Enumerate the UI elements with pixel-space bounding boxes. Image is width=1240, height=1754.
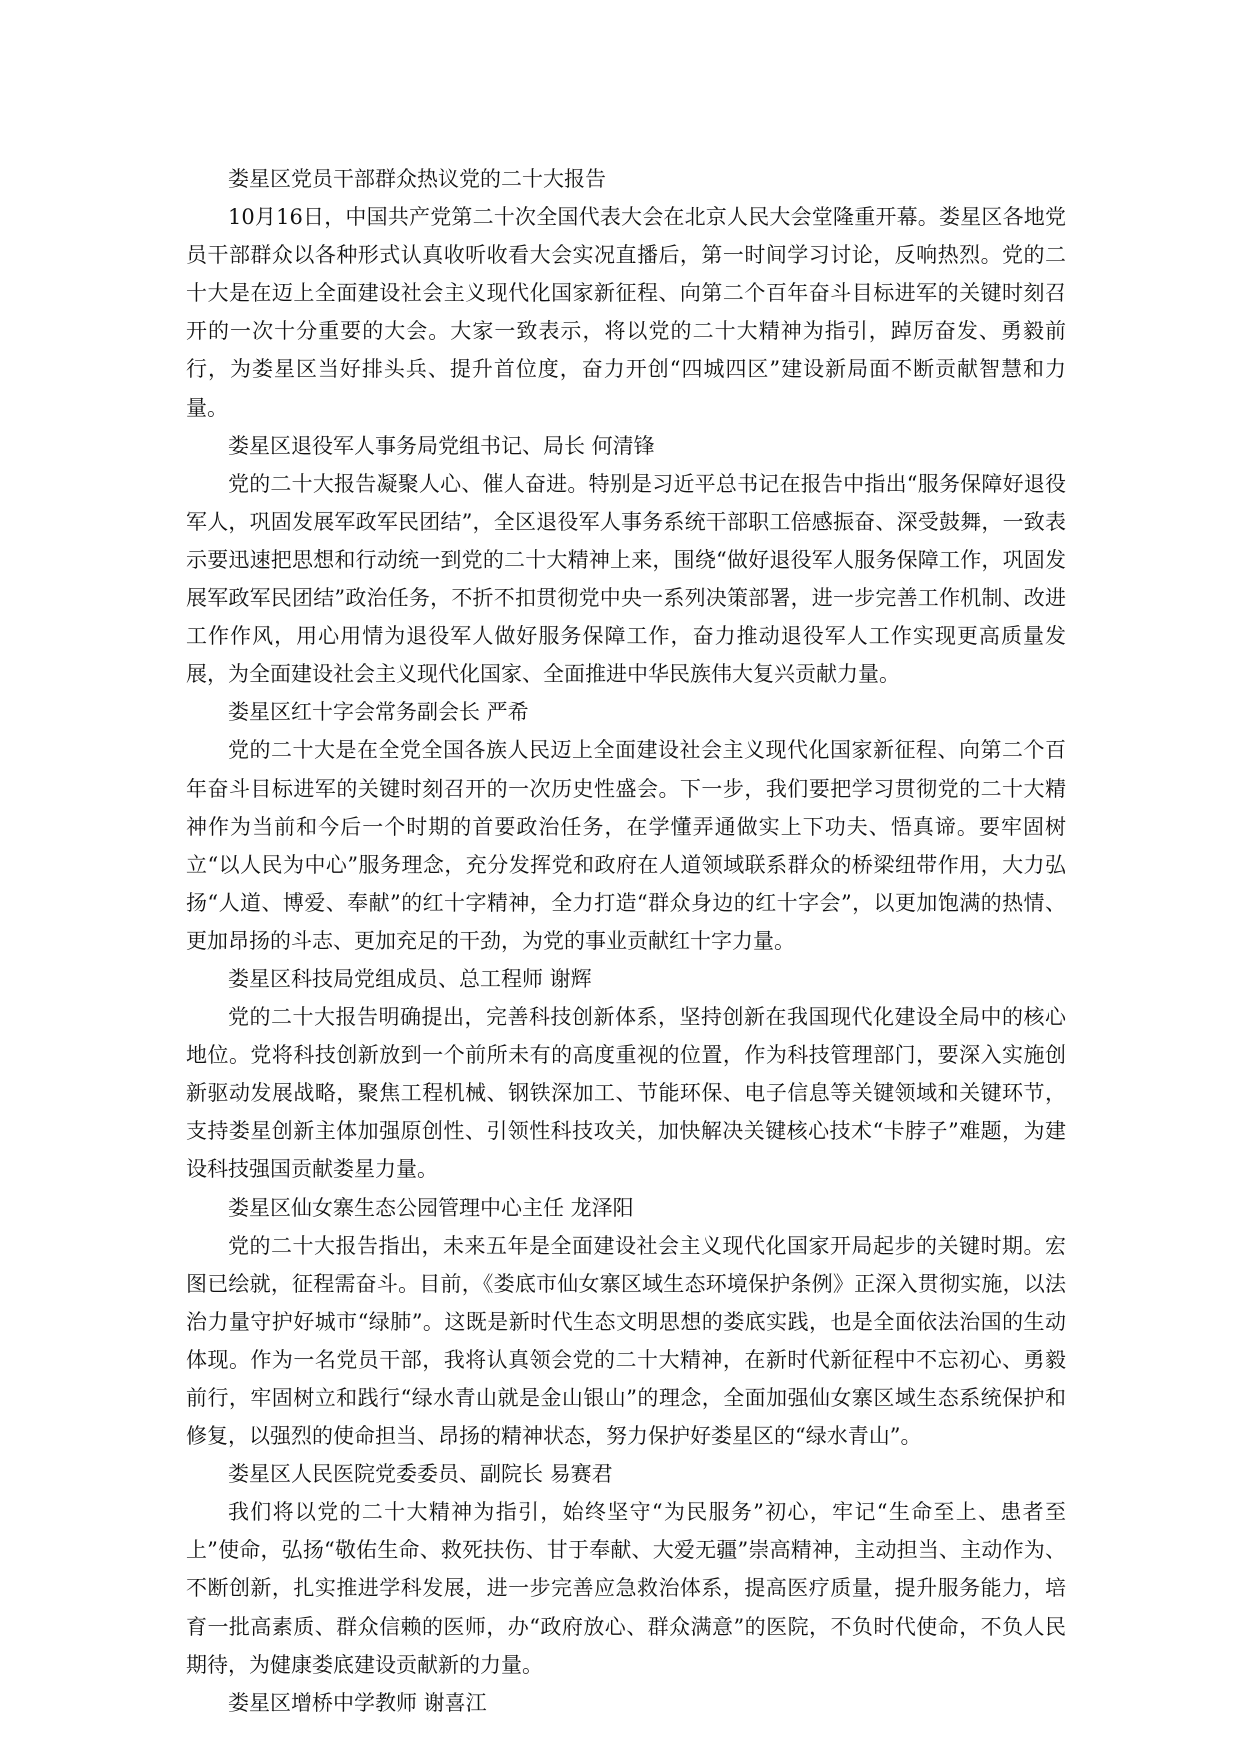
statement-paragraph: 党的二十大报告凝聚人心、催人奋进。特别是习近平总书记在报告中指出“服务保障好退役军人，巩固发展军政军民团结”，全区退役军人事务系统干部职工倍感振奋、深受鼓舞，一致表示要迅速把思想和行动统一到党的二十大精神上来，围绕“做好退役军人服务保障工作，巩固发展军政军民团结”政治任务，不折不扣贯彻党中央一系列决策部署，进一步完善工作机制、改进工作作风，用心用情为退役军人做好服务保障工作，奋力推动退役军人工作实现更高质量发展，为全面建设社会主义现代化国家、全面推进中华民族伟大复兴贡献力量。 [186, 471, 1066, 687]
speaker-line: 娄星区增桥中学教师 谢喜江 [228, 1690, 487, 1715]
statement-paragraph: 党的二十大是在全党全国各族人民迈上全面建设社会主义现代化国家新征程、向第二个百年奋斗目标进军的关键时刻召开的一次历史性盛会。下一步，我们要把学习贯彻党的二十大精神作为当前和今后一个时期的首要政治任务，在学懂弄通做实上下功夫、悟真谛。要牢固树立“以人民为中心”服务理念，充分发挥党和政府在人道领域联系群众的桥梁纽带作用，大力弘扬“人道、博爱、奉献”的红十字精神，全力打造“群众身边的红十字会”，以更加饱满的热情、更加昂扬的斗志、更加充足的干劲，为党的事业贡献红十字力量。 [186, 738, 1066, 953]
speaker-line: 娄星区科技局党组成员、总工程师 谢辉 [228, 966, 592, 991]
document-page [186, 160, 1066, 1722]
speaker-line: 娄星区仙女寨生态公园管理中心主任 龙泽阳 [228, 1195, 634, 1220]
statement-paragraph: 党的二十大报告指出，未来五年是全面建设社会主义现代化国家开局起步的关键时期。宏图已绘就，征程需奋斗。目前，《娄底市仙女寨区域生态环境保护条例》正深入贯彻实施，以法治力量守护好城市“绿肺”。这既是新时代生态文明思想的娄底实践，也是全面依法治国的生动体现。作为一名党员干部，我将认真领会党的二十大精神，在新时代新征程中不忘初心、勇毅前行，牢固树立和践行“绿水青山就是金山银山”的理念，全面加强仙女寨区域生态系统保护和修复，以强烈的使命担当、昂扬的精神状态，努力保护好娄星区的“绿水青山”。 [186, 1233, 1066, 1449]
statement-paragraph: 我们将以党的二十大精神为指引，始终坚守“为民服务”初心，牢记“生命至上、患者至上”使命，弘扬“敬佑生命、救死扶伤、甘于奉献、大爱无疆”崇高精神，主动担当、主动作为、不断创新，扎实推进学科发展，进一步完善应急救治体系，提高医疗质量，提升服务能力，培育一批高素质、群众信赖的医师，办“政府放心、群众满意”的医院，不负时代使命，不负人民期待，为健康娄底建设贡献新的力量。 [186, 1500, 1066, 1677]
speaker-line: 娄星区红十字会常务副会长 严希 [228, 700, 529, 725]
document-title: 娄星区党员干部群众热议党的二十大报告 [228, 167, 606, 191]
intro-paragraph: 10月16日，中国共产党第二十次全国代表大会在北京人民大会堂隆重开幕。娄星区各地党员干部群众以各种形式认真收听收看大会实况直播后，第一时间学习讨论，反响热烈。党的二十大是在迈上全面建设社会主义现代化国家新征程、向第二个百年奋斗目标进军的关键时刻召开的一次十分重要的大会。大家一致表示，将以党的二十大精神为指引，踔厉奋发、勇毅前行，为娄星区当好排头兵、提升首位度，奋力开创“四城四区”建设新局面不断贡献智慧和力量。 [186, 205, 1066, 420]
speaker-line: 娄星区退役军人事务局党组书记、局长 何清锋 [228, 433, 655, 458]
statement-paragraph: 党的二十大报告明确提出，完善科技创新体系，坚持创新在我国现代化建设全局中的核心地位。党将科技创新放到一个前所未有的高度重视的位置，作为科技管理部门，要深入实施创新驱动发展战略，聚焦工程机械、钢铁深加工、节能环保、电子信息等关键领域和关键环节，支持娄星创新主体加强原创性、引领性科技攻关，加快解决关键核心技术“卡脖子”难题，为建设科技强国贡献娄星力量。 [186, 1005, 1066, 1182]
speaker-line: 娄星区人民医院党委委员、副院长 易赛君 [228, 1462, 613, 1487]
